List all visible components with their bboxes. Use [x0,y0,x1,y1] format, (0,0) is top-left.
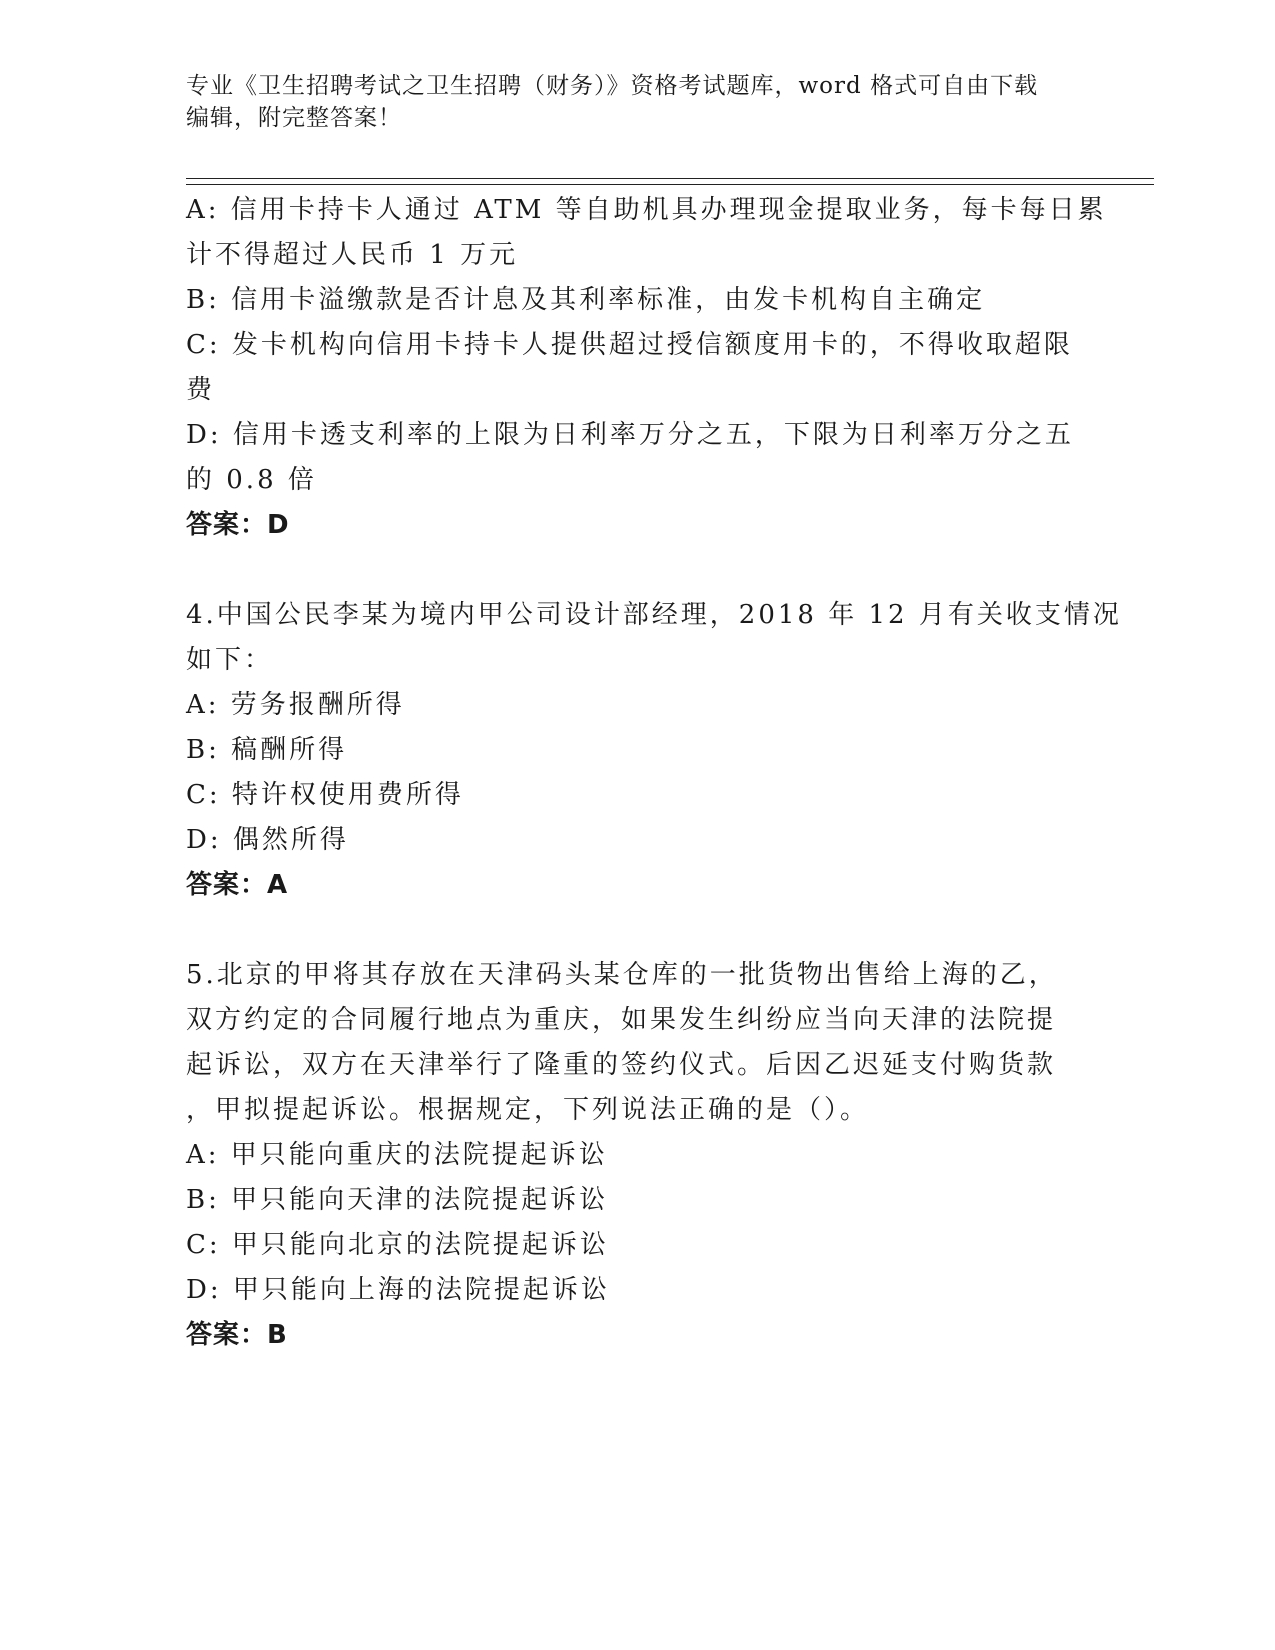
q4-option-c: C: 特许权使用费所得 [186,780,464,810]
q5-option-b: B: 甲只能向天津的法院提起诉讼 [186,1185,609,1215]
header-divider-top [186,178,1154,179]
q4-option-a: A: 劳务报酬所得 [186,690,405,720]
q5-option-c: C: 甲只能向北京的法院提起诉讼 [186,1230,609,1260]
q3-option-a-line-1: A: 信用卡持卡人通过 ATM 等自助机具办理现金提取业务，每卡每日累 [186,195,1107,225]
question-5 [186,953,1086,1358]
q5-option-a: A: 甲只能向重庆的法院提起诉讼 [186,1140,608,1170]
q5-stem-line-3: 起诉讼，双方在天津举行了隆重的签约仪式。后因乙迟延支付购货款 [186,1050,1057,1080]
q4-stem-line-2: 如下： [186,645,274,675]
q5-option-d: D: 甲只能向上海的法院提起诉讼 [186,1275,610,1305]
q5-stem-line-2: 双方约定的合同履行地点为重庆，如果发生纠纷应当向天津的法院提 [186,1005,1057,1035]
question-4 [186,593,1122,908]
q3-option-b: B: 信用卡溢缴款是否计息及其利率标准，由发卡机构自主确定 [186,285,986,315]
document-header [186,70,1086,134]
q3-answer: 答案：D [186,510,290,540]
header-line-2: 编辑，附完整答案！ [186,105,402,131]
q3-option-d-line-2: 的 0.8 倍 [186,465,317,495]
q4-answer: 答案：A [186,870,289,900]
header-divider-bottom [186,184,1154,185]
q3-option-c-line-1: C: 发卡机构向信用卡持卡人提供超过授信额度用卡的，不得收取超限 [186,330,1073,360]
q3-option-a-line-2: 计不得超过人民币 1 万元 [186,240,519,270]
q5-stem-line-4: ，甲拟提起诉讼。根据规定，下列说法正确的是（）。 [186,1095,870,1125]
q4-option-b: B: 稿酬所得 [186,735,348,765]
spacer [186,548,1086,593]
header-line-1: 专业《卫生招聘考试之卫生招聘（财务）》资格考试题库，word 格式可自由下载 [186,73,1039,99]
spacer [186,908,1086,953]
question-list [186,188,1122,1358]
q4-option-d: D: 偶然所得 [186,825,349,855]
question-3-options [186,188,1107,548]
q3-option-c-line-2: 费 [186,375,216,405]
q5-stem-line-1: 5.北京的甲将其存放在天津码头某仓库的一批货物出售给上海的乙， [186,960,1058,990]
q3-option-d-line-1: D: 信用卡透支利率的上限为日利率万分之五，下限为日利率万分之五 [186,420,1074,450]
q5-answer: 答案：B [186,1320,288,1350]
q4-stem-line-1: 4.中国公民李某为境内甲公司设计部经理，2018 年 12 月有关收支情况 [186,600,1122,630]
